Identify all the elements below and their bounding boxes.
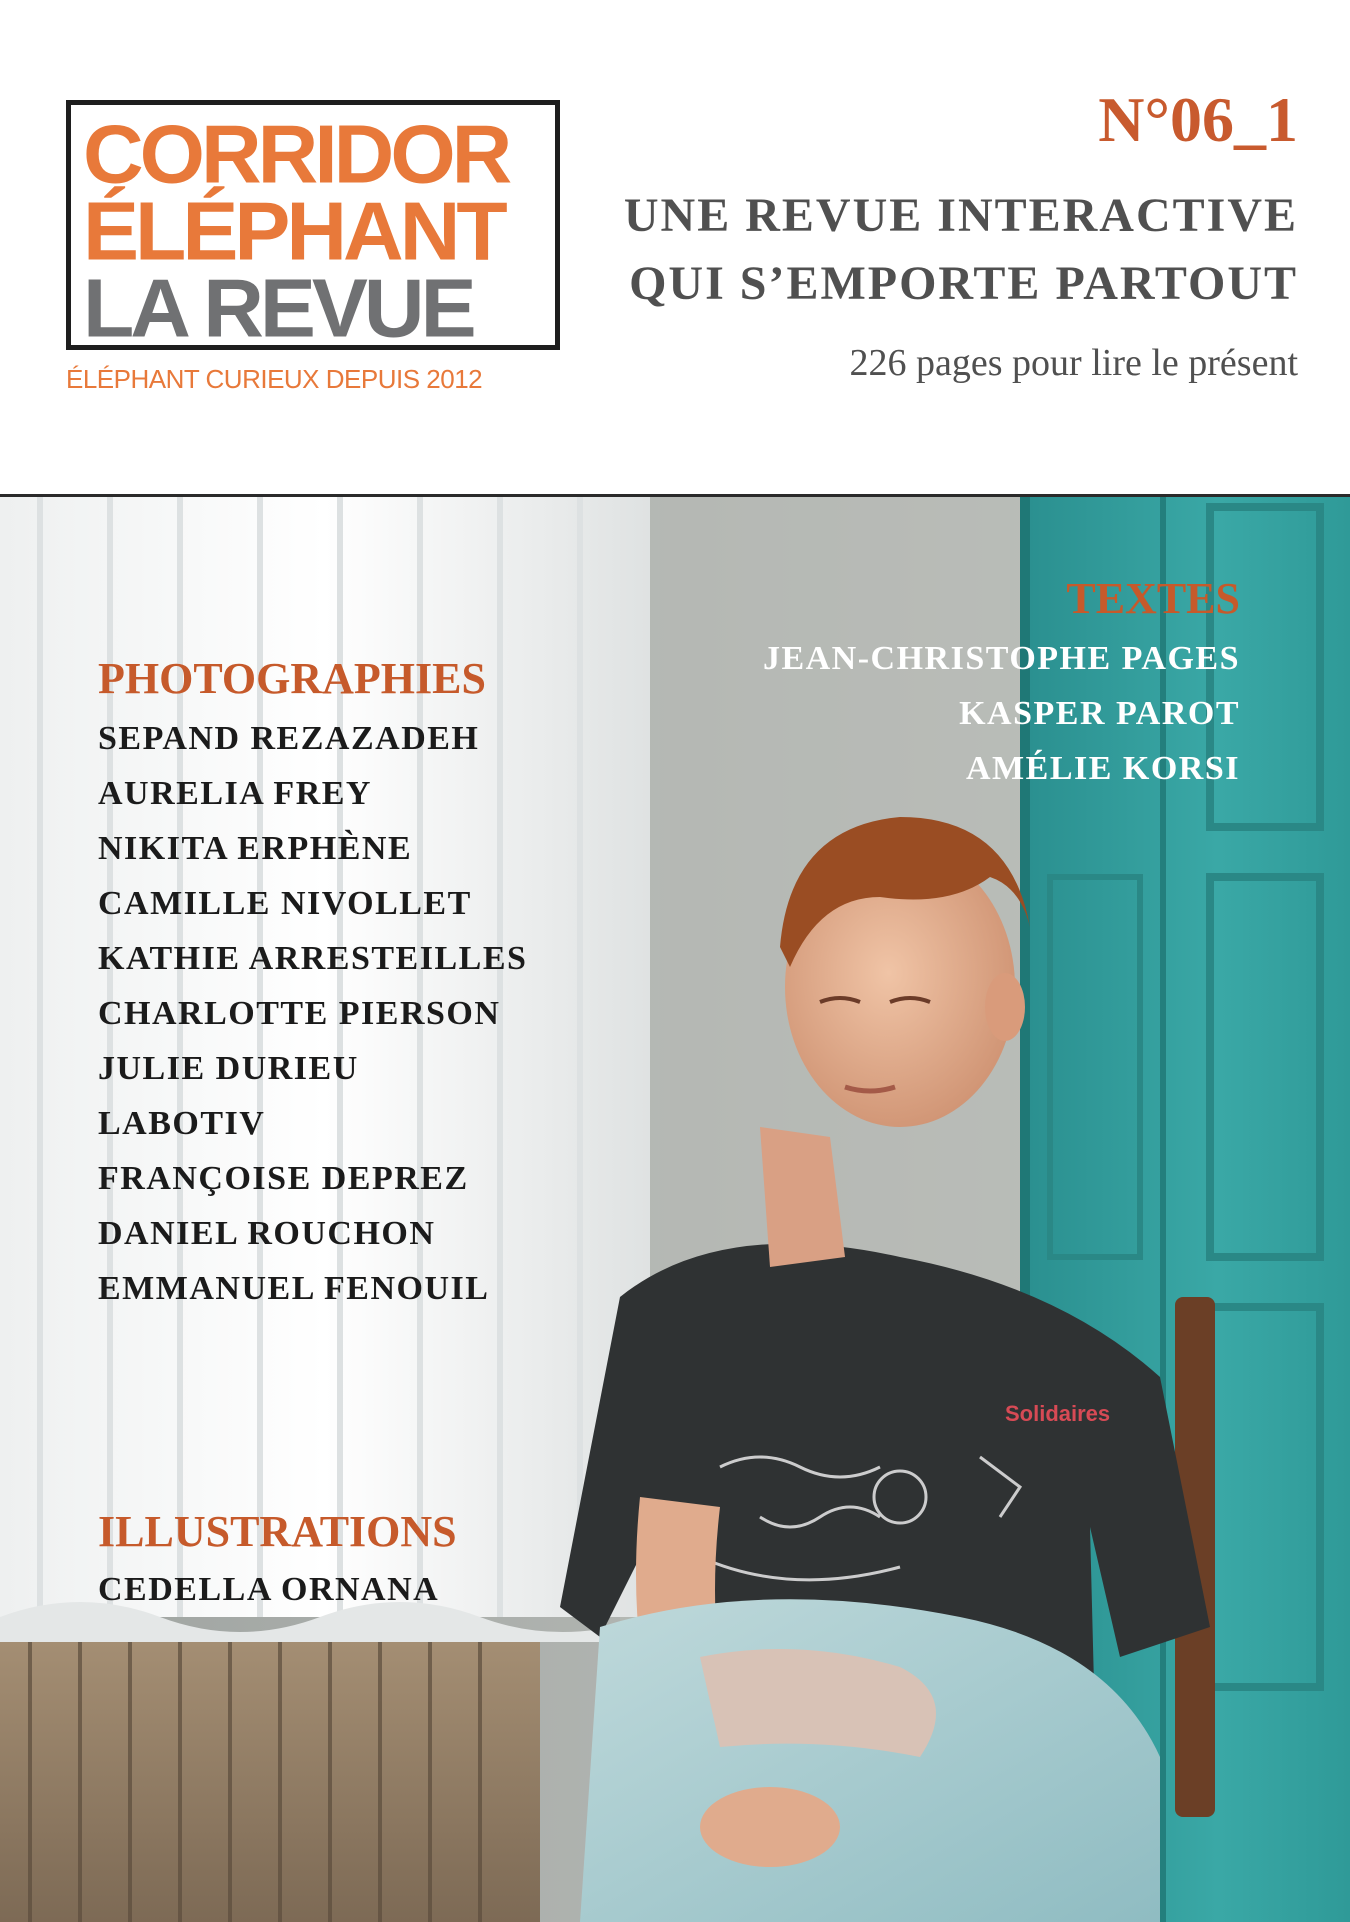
- credit-name: LABOTIV: [98, 1105, 266, 1142]
- illustrations-heading: ILLUSTRATIONS: [98, 1507, 457, 1556]
- logo-tagline: ÉLÉPHANT CURIEUX DEPUIS 2012: [66, 364, 483, 394]
- slogan-line-1: UNE REVUE INTERACTIVE: [623, 189, 1298, 242]
- credit-name: CAMILLE NIVOLLET: [98, 885, 472, 922]
- slogan-line-2: QUI S’EMPORTE PARTOUT: [629, 257, 1298, 310]
- credit-name: AMÉLIE KORSI: [966, 750, 1240, 787]
- logo-word-elephant: ÉLÉPHANT: [83, 185, 504, 278]
- textes-heading: TEXTES: [1066, 574, 1240, 623]
- logo-word-corridor: CORRIDOR: [83, 108, 509, 201]
- credit-name: KASPER PAROT: [959, 695, 1240, 732]
- illustrations-list: [98, 1562, 439, 1617]
- shirt-print-text: Solidaires: [1005, 1401, 1111, 1426]
- credit-name: NIKITA ERPHÈNE: [98, 830, 413, 867]
- page-count-line: 226 pages pour lire le présent: [849, 342, 1298, 384]
- textes-list: [763, 631, 1240, 796]
- credit-name: EMMANUEL FENOUIL: [98, 1270, 490, 1307]
- credit-name: SEPAND REZAZADEH: [98, 720, 480, 757]
- credit-name: AURELIA FREY: [98, 775, 372, 812]
- issue-number: N°06_1: [1098, 84, 1298, 155]
- credit-name: JEAN-CHRISTOPHE PAGES: [762, 640, 1240, 677]
- photographies-list: [98, 711, 527, 1316]
- credit-name: FRANÇOISE DEPREZ: [98, 1160, 469, 1197]
- credit-name: CEDELLA ORNANA: [98, 1571, 440, 1608]
- masthead-logo: [66, 100, 560, 355]
- photographies-heading: PHOTOGRAPHIES: [98, 654, 486, 703]
- credit-name: KATHIE ARRESTEILLES: [98, 940, 528, 977]
- logo-word-la-revue: LA REVUE: [83, 262, 473, 355]
- credit-name: DANIEL ROUCHON: [98, 1215, 436, 1252]
- credit-name: JULIE DURIEU: [98, 1050, 359, 1087]
- credit-name: CHARLOTTE PIERSON: [98, 995, 501, 1032]
